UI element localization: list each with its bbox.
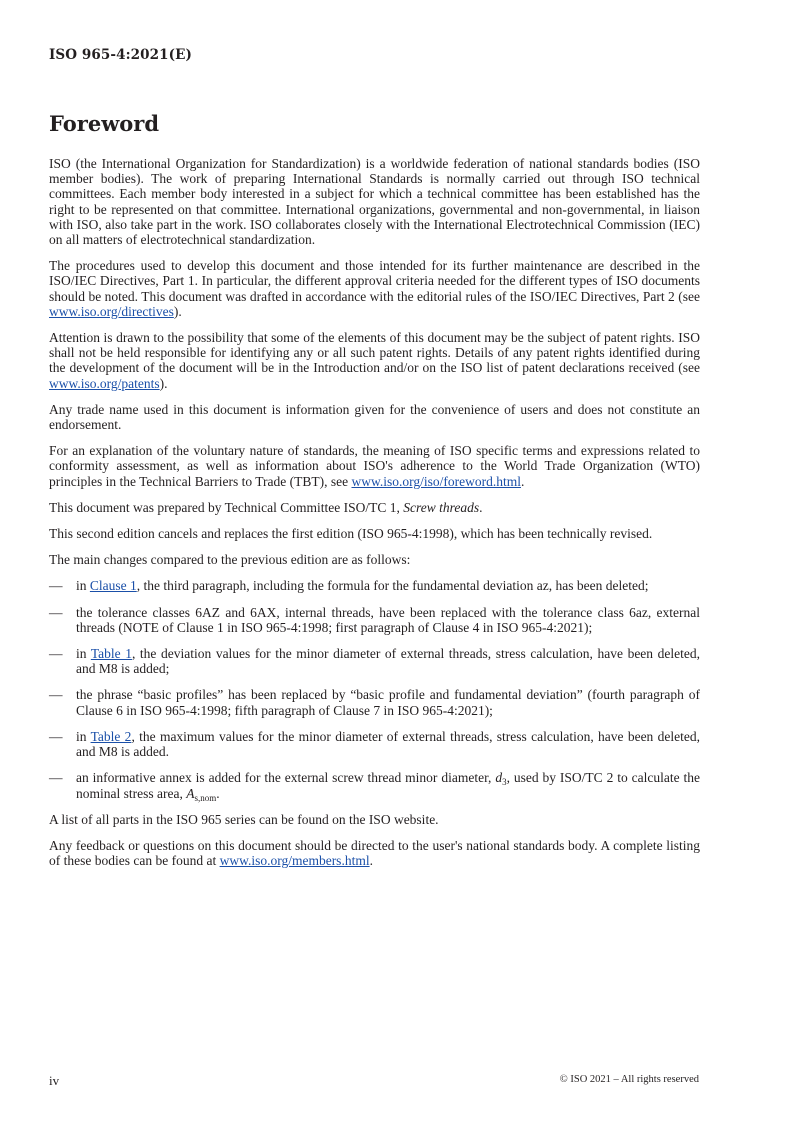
dash-marker: — — [49, 728, 63, 744]
change-item: — in Clause 1, the third paragraph, including the formula for the fundamental deviation az, has been deleted; — [49, 578, 649, 594]
patents-link[interactable]: www.iso.org/patents — [49, 375, 160, 391]
change-item: — an informative annex is added for the external screw thread minor diameter, $d_3$, used by ISO/TC 2 to calculate the nominal stress area, $A_{s,nom}$. — [49, 770, 700, 803]
copyright-notice: © ISO 2021 – All rights reserved — [559, 1074, 699, 1085]
dash-marker: — — [49, 687, 63, 703]
change-item: — in Table 1, the deviation values for the minor diameter of external threads, stress calculation, have been deleted, and M8 is added; — [49, 646, 700, 677]
table-2-link[interactable]: Table 2 — [90, 728, 132, 744]
paragraph-edition: This second edition cancels and replaces the first edition (ISO 965-4:1998), which has been technically revised. — [49, 526, 653, 542]
page-number: iv — [49, 1073, 60, 1088]
directives-link[interactable]: www.iso.org/directives — [49, 303, 174, 319]
change-item: — in Table 2, the maximum values for the minor diameter of external threads, stress calculation, have been deleted, and M8 is added. — [49, 728, 700, 760]
change-item: — the tolerance classes 6AZ and 6AX, internal threads, have been replaced with the tolerance class 6az, external threads (NOTE of Clause 1 in ISO 965-4:1998; first paragraph of Clause 4 in ISO 965-4:2021); — [49, 604, 700, 635]
paragraph-procedures: The procedures used to develop this document and those intended for its further maintenance are described in the ISO/IEC Directives, Part 1. In particular, the different approval criteria needed for the different types of ISO documents should be noted. This document was drafted in accordance with the editorial rules of the ISO/IEC Directives, Part 2 (see www.iso.org/directives). — [49, 258, 700, 319]
foreword-link[interactable]: www.iso.org/iso/foreword.html — [351, 473, 521, 489]
page-title: Foreword — [49, 111, 160, 136]
dash-marker: — — [49, 578, 63, 594]
dash-marker: — — [49, 770, 63, 786]
paragraph-series: A list of all parts in the ISO 965 series can be found on the ISO website. — [49, 811, 439, 827]
dash-marker: — — [49, 604, 63, 620]
clause-1-link[interactable]: Clause 1 — [89, 578, 137, 594]
table-1-link[interactable]: Table 1 — [90, 646, 132, 662]
foreword-body — [49, 156, 700, 879]
paragraph-iso-overview: ISO (the International Organization for Standardization) is a worldwide federation of national standards bodies (ISO member bodies). The work of preparing International Standards is normally carried out through ISO technical committees. Each member body interested in a subject for which a technical committee has been established has the right to be represented on that committee. International organizations, governmental and non-governmental, in liaison with ISO, also take part in the work. ISO collaborates closely with the International Electrotechnical Commission (IEC) on all matters of electrotechnical standardization. — [49, 156, 700, 248]
paragraph-changes-intro: The main changes compared to the previous edition are as follows: — [49, 552, 411, 568]
paragraph-trade-name: Any trade name used in this document is information given for the convenience of users and does not constitute an endorsement. — [49, 401, 700, 433]
change-item: — the phrase “basic profiles” has been replaced by “basic profile and fundamental deviation” (fourth paragraph of Clause 6 in ISO 965-4:1998; fifth paragraph of Clause 7 in ISO 965-4:2021); — [49, 687, 700, 718]
paragraph-patents: Attention is drawn to the possibility that some of the elements of this document may be the subject of patent rights. ISO shall not be held responsible for identifying any or all such patent rights. Details of any patent rights identified during the development of the document will be in the Introduction and/or on the ISO list of patent declarations received (see www.iso.org/patents). — [49, 330, 700, 391]
paragraph-voluntary-nature: For an explanation of the voluntary nature of standards, the meaning of ISO specific terms and expressions related to conformity assessment, as well as information about ISO's adherence to the World Trade Organization (WTO) principles in the Technical Barriers to Trade (TBT), see www.iso.org/iso/foreword.html. — [49, 443, 700, 489]
paragraph-feedback: Any feedback or questions on this document should be directed to the user's national standards body. A complete listing of these bodies can be found at www.iso.org/members.html. — [49, 837, 700, 869]
paragraph-committee: This document was prepared by Technical Committee ISO/TC 1, Screw threads. — [49, 499, 483, 515]
members-link[interactable]: www.iso.org/members.html — [219, 853, 370, 869]
dash-marker: — — [49, 646, 63, 662]
document-id-header: ISO 965-4:2021(E) — [49, 47, 193, 63]
